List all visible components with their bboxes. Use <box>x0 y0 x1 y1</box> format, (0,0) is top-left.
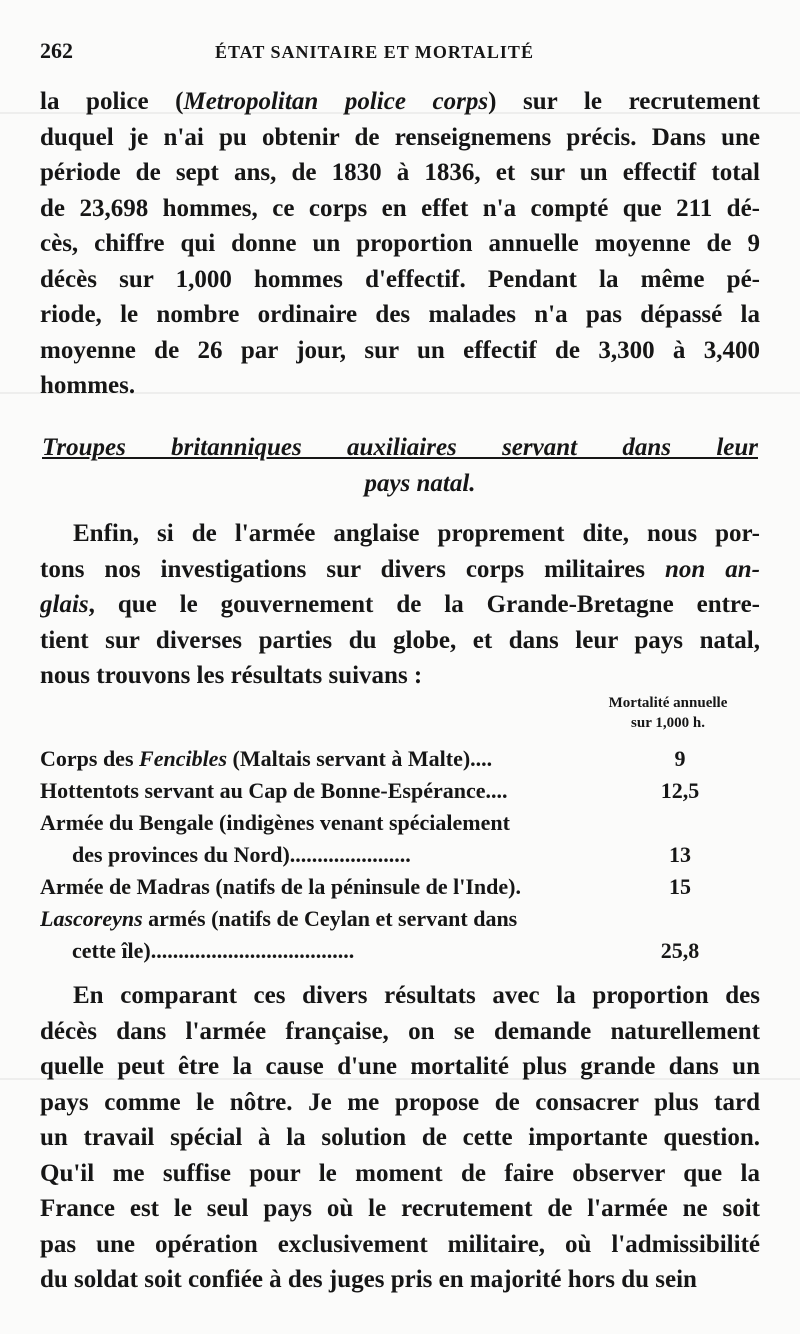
row-label <box>40 743 605 775</box>
table-header-line-1: Mortalité annuelle <box>608 695 728 711</box>
text-run: Hottentots servant au Cap de Bonne-Espérance.... <box>40 778 508 803</box>
text-run: tons nos investigations sur divers corps militaires <box>40 555 665 583</box>
row-label <box>72 935 607 967</box>
text-line <box>40 226 760 262</box>
paragraph-police-corps <box>40 84 760 404</box>
text-run: , que le gouvernement de la Grande-Bretagne entre- <box>88 591 760 618</box>
text-run: cès, chiffre qui donne un proportion annuelle moyenne de 9 <box>40 230 760 257</box>
text-run: pays comme le nôtre. Je me propose de consacrer plus tard <box>40 1088 760 1116</box>
text-run: glais <box>40 591 89 618</box>
text-line <box>40 368 760 404</box>
text-line <box>40 552 760 588</box>
table-row <box>40 743 760 775</box>
table-row <box>40 871 760 903</box>
text-run: moyenne de 26 par jour, sur un effectif de 3,300 à 3,400 <box>40 336 760 364</box>
text-line <box>40 1120 760 1156</box>
table-row <box>40 775 760 807</box>
text-run: un travail spécial à la solution de cette importante question. <box>40 1124 760 1151</box>
text-line <box>40 1014 760 1050</box>
text-line <box>40 84 760 120</box>
text-line <box>40 333 760 369</box>
text-line <box>40 1262 760 1298</box>
paragraph-intro-results <box>40 516 760 694</box>
text-run: Qu'il me suffise pour le moment de faire observer que la <box>40 1159 760 1187</box>
row-label <box>40 871 605 903</box>
text-line <box>40 516 760 552</box>
text-run: de 23,698 hommes, ce corps en effet n'a compté que 211 dé- <box>40 194 760 222</box>
text-run: décès dans l'armée française, on se demande naturellement <box>40 1017 760 1045</box>
text-run: tient sur diverses parties du globe, et dans leur pays natal, <box>40 626 760 654</box>
row-label <box>72 839 607 871</box>
paragraph-comparison <box>40 978 760 1298</box>
row-label <box>40 775 605 807</box>
text-run: quelle peut être la cause d'une mortalité plus grande dans un <box>40 1053 760 1080</box>
text-run: duquel je n'ai pu obtenir de renseignemens précis. Dans une <box>40 123 760 151</box>
table-row-continuation <box>40 839 760 871</box>
text-run: des provinces du Nord)...................... <box>72 842 411 867</box>
text-line <box>40 1085 760 1121</box>
text-run: cette île)..................................... <box>72 938 355 963</box>
row-mortality-value: 25,8 <box>660 938 700 963</box>
section-heading-line-1: Troupes britanniques auxiliaires servant dans leur <box>42 434 758 461</box>
text-run: nous trouvons les résultats suivans : <box>40 662 423 689</box>
text-run: Armée du Bengale (indigènes venant spécialement <box>40 810 510 835</box>
text-line <box>40 262 760 298</box>
text-run: ) sur le recrutement <box>488 88 760 115</box>
text-run: En comparant ces divers résultats avec la proportion des <box>73 982 760 1009</box>
table-rows <box>40 743 760 967</box>
page-number: 262 <box>40 38 73 63</box>
table-row <box>40 807 760 839</box>
section-heading-line-2: pays natal. <box>364 470 476 497</box>
text-line <box>40 1156 760 1192</box>
text-line <box>40 120 760 156</box>
text-line <box>40 587 760 623</box>
text-run: Corps des <box>40 746 140 771</box>
text-run: la police ( <box>40 88 184 115</box>
text-run: Fencibles <box>139 746 228 771</box>
text-line <box>40 1191 760 1227</box>
row-mortality-value: 12,5 <box>660 778 700 803</box>
text-run: France est le seul pays où le recrutement de l'armée ne soit <box>40 1195 760 1222</box>
table-row <box>40 903 760 935</box>
text-line <box>40 658 760 694</box>
text-line <box>40 1049 760 1085</box>
table-row-continuation <box>40 935 760 967</box>
text-line <box>40 978 760 1014</box>
page-header <box>40 38 760 68</box>
table-column-header <box>578 693 758 733</box>
text-run: Lascoreyns <box>40 906 143 931</box>
row-mortality-value: 15 <box>669 874 691 899</box>
text-run: armés (natifs de Ceylan et servant dans <box>142 906 518 931</box>
text-run: pas une opération exclusivement militaire, où l'admissibilité <box>40 1230 760 1258</box>
text-line <box>40 191 760 227</box>
text-run: riode, le nombre ordinaire des malades n'a pas dépassé la <box>40 301 760 328</box>
running-title: ÉTAT SANITAIRE ET MORTALITÉ <box>215 42 534 62</box>
section-heading <box>42 430 758 502</box>
text-run: période de sept ans, de 1830 à 1836, et sur un effectif total <box>40 159 760 186</box>
row-mortality-value: 13 <box>669 842 691 867</box>
text-run: hommes. <box>40 372 136 399</box>
text-run: Armée de Madras (natifs de la péninsule de l'Inde). <box>40 874 521 899</box>
table-header-line-2: sur 1,000 h. <box>631 715 705 731</box>
text-run: décès sur 1,000 hommes d'effectif. Pendant la même pé- <box>40 265 760 293</box>
text-run: (Maltais servant à Malte).... <box>227 746 493 771</box>
text-run: du soldat soit confiée à des juges pris en majorité hors du sein <box>40 1266 697 1293</box>
text-run: non an- <box>665 555 760 583</box>
text-line <box>40 297 760 333</box>
row-label <box>40 903 605 935</box>
text-run: Metropolitan police corps <box>183 88 489 115</box>
text-line <box>40 1227 760 1263</box>
row-mortality-value: 9 <box>674 746 686 771</box>
row-label <box>40 807 605 839</box>
text-run: Enfin, si de l'armée anglaise proprement dite, nous por- <box>73 520 760 547</box>
text-line <box>40 155 760 191</box>
text-line <box>40 623 760 659</box>
